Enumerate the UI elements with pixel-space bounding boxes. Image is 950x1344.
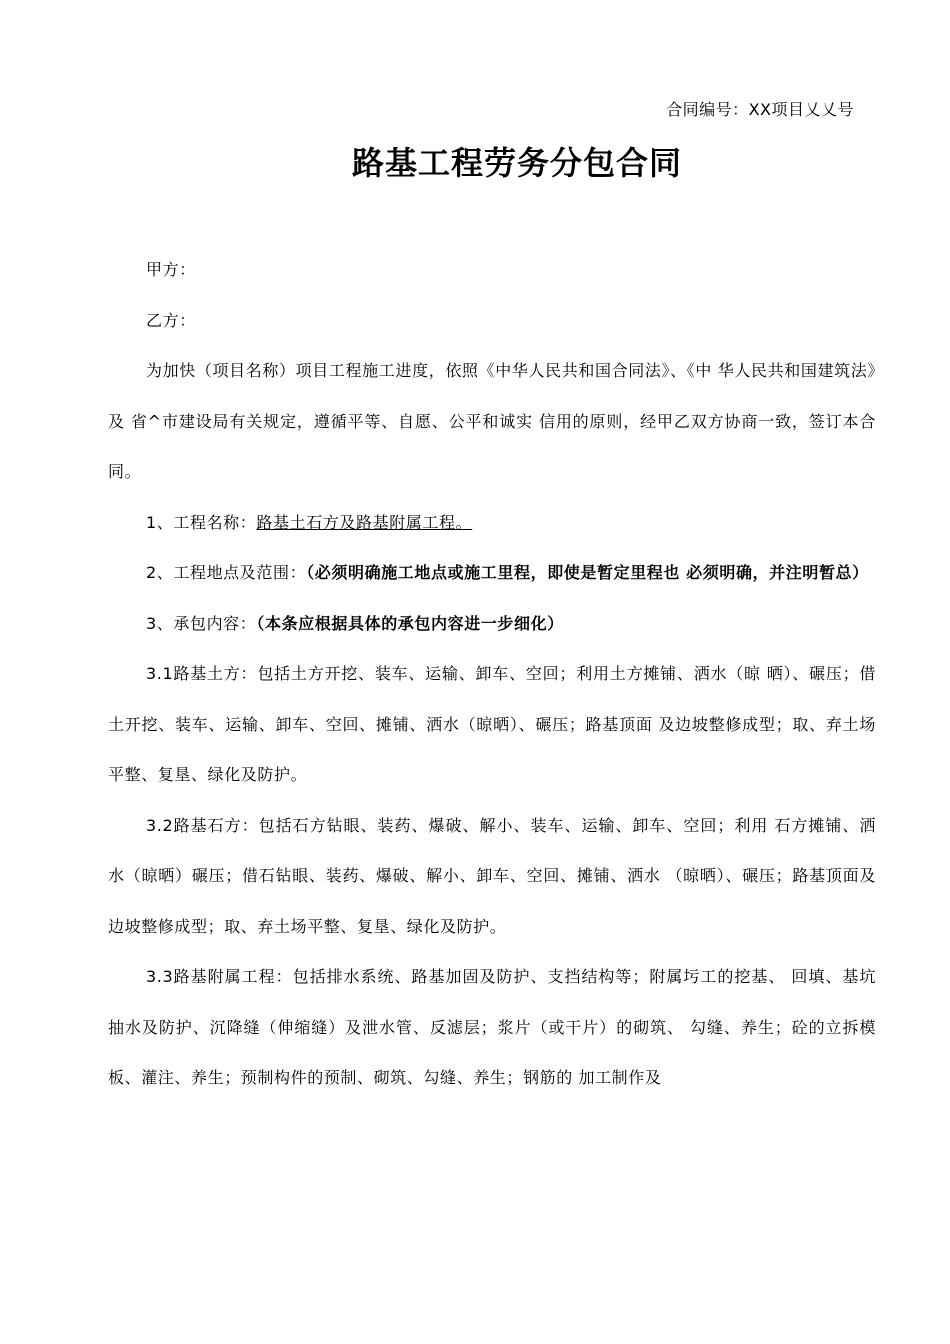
document-title: 路基工程劳务分包合同 — [351, 144, 682, 182]
clause-3-1: 3.1路基土方：包括土方开挖、装车、运输、卸车、空回；利用土方摊铺、洒水（晾 晒）、碾压；借土开挖、装车、运输、卸车、空回、摊铺、洒水（晾晒）、碾压；路基顶面 及边坡整修成型；取、弃土场平整、复垦、绿化及防护。 — [108, 664, 876, 784]
contract-number: 合同编号：XX项目乂乂号 — [666, 100, 854, 119]
clause-3-3: 3.3路基附属工程：包括排水系统、路基加固及防护、支挡结构等；附属圬工的挖基、 回填、基坑抽水及防护、沉降缝（伸缩缝）及泄水管、反滤层；浆片（或干片）的砌筑、 勾缝、养生；砼的立拆模板、灌注、养生；预制构件的预制、砌筑、勾缝、养生；钢筋的 加工制作及 — [108, 967, 876, 1087]
preamble-paragraph: 为加快（项目名称）项目工程施工进度，依照《中华人民共和国合同法》、《中 华人民共和国建筑法》及 省^市建设局有关规定，遵循平等、自愿、公平和诚实 信用的原则，经甲乙双方协商一致，签订本合同。 — [108, 361, 876, 481]
party-b-line: 乙方： — [146, 310, 196, 330]
clause-2 — [108, 548, 876, 599]
clause-3-label: 3、承包内容： — [146, 613, 257, 633]
clause-2-label: 2、工程地点及范围： — [146, 563, 307, 582]
clause-3-note: （本条应根据具体的承包内容进一步细化） — [256, 613, 564, 633]
clause-1-label: 1、工程名称： — [146, 512, 257, 532]
clause-1 — [108, 498, 876, 549]
clause-3 — [108, 599, 876, 650]
project-name-value: 路基土石方及路基附属工程。 — [256, 512, 473, 532]
document-body — [108, 245, 876, 1104]
clause-2-note: （必须明确施工地点或施工里程，即使是暂定里程也 必须明确，并注明暂总） — [306, 563, 869, 582]
clause-3-2: 3.2路基石方：包括石方钻眼、装药、爆破、解小、装车、运输、卸车、空回；利用 石方摊铺、洒水（晾晒）碾压；借石钻眼、装药、爆破、解小、卸车、空回、摊铺、洒水 （晾晒）、碾压；路基顶面及边坡整修成型；取、弃土场平整、复垦、绿化及防护。 — [108, 815, 876, 936]
party-a-line: 甲方： — [146, 260, 196, 279]
